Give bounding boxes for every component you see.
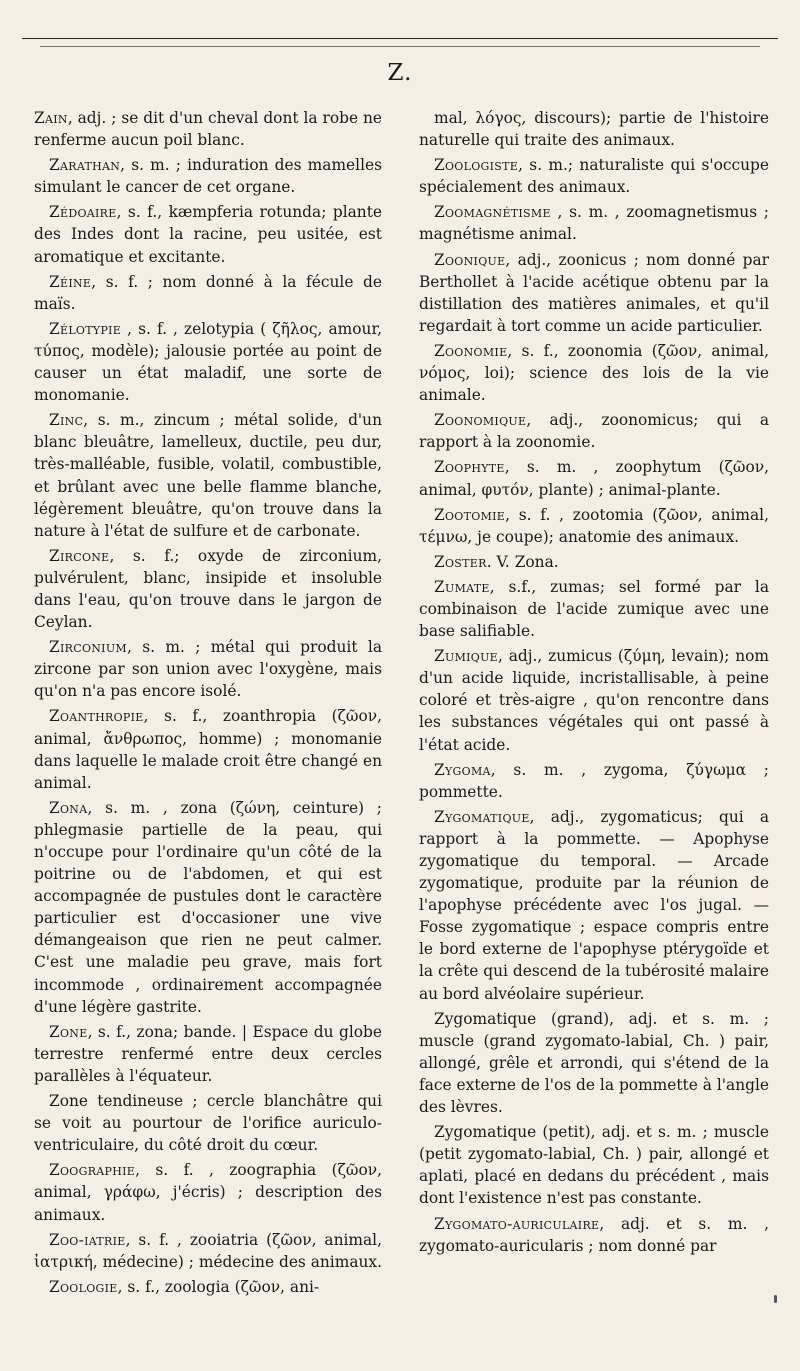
entry-headword: Zarathan (49, 156, 121, 175)
entry-headword: Zéine (49, 272, 92, 291)
entry-text: , s. m. , zona (ζώνη, ceinture) ; phlegmasie partielle de la peau, qui n'occupe pour l'ordinaire qu'un côté de la poitrine ou de l'abdomen, et qui est accompagnée de pustules dont le caractère particulier est d'occasioner une vive démangeaison que rien ne peut calmer. C'est une maladie peu grave, mais fort incommode , ordinairement accompagnée d'une légère gastrite. (34, 798, 382, 1016)
dictionary-entry (419, 504, 769, 548)
entry-headword: Zoonomie (434, 341, 508, 360)
entry-headword: Zumique (434, 647, 498, 666)
dictionary-entry (419, 1008, 769, 1118)
entry-text: , s. m. , zygoma, ζύγωμα ; pommette. (419, 760, 769, 801)
entry-headword: Zoonomique (434, 411, 527, 430)
entry-text: , s. f. , zelotypia ( ζῆλος, amour, τύπος, modèle); jalousie portée au point de causer un état maladif, une sorte de monomanie. (34, 319, 382, 405)
dictionary-entry (34, 797, 382, 1018)
dictionary-entry (34, 636, 382, 702)
entry-text: , s. f. ; nom donné à la fécule de maïs. (34, 272, 382, 313)
margin-mark (774, 1295, 777, 1303)
entry-text: , s. m. ; métal qui produit la zircone par son union avec l'oxygène, mais qu'on n'a pas encore isolé. (34, 638, 382, 701)
dictionary-entry (419, 154, 769, 198)
dictionary-entry (419, 340, 769, 406)
dictionary-entry (419, 759, 769, 803)
entry-text: , s. m. ; induration des mamelles simulant le cancer de cet organe. (34, 156, 382, 197)
dictionary-entry (419, 806, 769, 1005)
entry-headword: Zoster (434, 552, 487, 571)
entry-text: , s. f. , zoographia (ζῶον, animal, γράφω, j'écris) ; description des animaux. (34, 1161, 382, 1224)
entry-headword: Zinc (49, 411, 84, 430)
entry-text: , s. f., kæmpferia rotunda; plante des Indes dont la racine, peu usitée, est aromatique et excitante. (34, 203, 382, 266)
dictionary-entry (34, 201, 382, 267)
entry-text: , adj., zygomaticus; qui a rapport à la pommette. — Apophyse zygomatique du temporal. — Arcade zygomatique, produite par la réunion de l'apophyse précédente avec l'os jugal. — Fosse zygomatique ; espace compris entre le bord externe de l'apophyse ptérygoïde et la crête qui descend de la tubérosité malaire au bord alvéolaire supérieur. (419, 807, 769, 1003)
entry-text: , adj. ; se dit d'un cheval dont la robe ne renferme aucun poil blanc. (34, 109, 382, 150)
entry-text: , s. m. , zoomagnetismus ; magnétisme animal. (419, 203, 769, 244)
dictionary-entry (34, 545, 382, 633)
entry-headword: Zone (49, 1022, 88, 1041)
entry-text: , adj., zoonicus ; nom donné par Berthollet à l'acide acétique obtenu par la distillation des matières animales, et qu'il regardait à tort comme un acide particulier. (419, 250, 769, 335)
entry-text: Zygomatique (grand), adj. et s. m. ; muscle (grand zygomato-labial, Ch. ) pair, allongé, grêle et arrondi, qui s'étend de la face externe de l'os de la pommette à l'angle des lèvres. (419, 1009, 769, 1117)
dictionary-entry (34, 409, 382, 542)
entry-headword: Zoographie (49, 1161, 136, 1180)
right-column (419, 107, 769, 1260)
dictionary-entry (419, 201, 769, 245)
entry-headword: Zélotypie (49, 319, 122, 338)
dictionary-entry (34, 271, 382, 315)
entry-text: , adj., zoonomicus; qui a rapport à la zoonomie. (419, 411, 769, 452)
top-rule-thin (40, 46, 760, 47)
dictionary-entry (419, 1213, 769, 1257)
entry-text: . V. Zona. (486, 552, 559, 571)
dictionary-entry (34, 318, 382, 406)
entry-text: , s. f. , zooiatria (ζῶον, animal, ἰατρική, médecine) ; médecine des animaux. (34, 1230, 382, 1271)
entry-headword: Zona (49, 798, 88, 817)
entry-headword: Zain (34, 109, 68, 127)
entry-headword: Zootomie (434, 505, 506, 524)
entry-headword: Zoo-iatrie (49, 1230, 126, 1249)
dictionary-entry (419, 551, 769, 573)
entry-headword: Zygomatique (434, 807, 530, 826)
dictionary-entry (34, 107, 382, 151)
dictionary-entry (419, 456, 769, 500)
entry-text: , s. f., zoologia (ζῶον, ani- (117, 1277, 320, 1296)
left-column (34, 107, 382, 1301)
entry-text: , s. f.; oxyde de zirconium, pulvérulent, blanc, insipide et insoluble dans l'eau, qu'on trouve dans le jargon de Ceylan. (34, 546, 382, 632)
dictionary-entry (34, 705, 382, 793)
dictionary-entry (34, 154, 382, 198)
dictionary-entry (34, 1021, 382, 1087)
entry-headword: Zygoma (434, 760, 491, 779)
entry-text: Zygomatique (petit), adj. et s. m. ; muscle (petit zygomato-labial, Ch. ) pair, allongé et aplati, placé en dedans du précédent , mais dont l'existence n'est pas constante. (419, 1123, 769, 1208)
entry-text: Zone tendineuse ; cercle blanchâtre qui se voit au pourtour de l'orifice auriculo-ventriculaire, du côté droit du cœur. (34, 1092, 382, 1155)
entry-headword: Zoomagnétisme (434, 203, 551, 222)
dictionary-entry (419, 107, 769, 151)
entry-headword: Zygomato-auriculaire (434, 1214, 600, 1233)
entry-headword: Zoologie (49, 1277, 118, 1296)
entry-text: , s. f., zona; bande. | Espace du globe terrestre renfermé entre deux cercles parallèles à l'équateur. (34, 1022, 382, 1085)
dictionary-entry (419, 1121, 769, 1209)
entry-headword: Zirconium (49, 638, 127, 657)
entry-text: , s. f., zoonomia (ζῶον, animal, νόμος, loi); science des lois de la vie animale. (419, 341, 769, 405)
entry-headword: Zédoaire (49, 203, 117, 222)
dictionary-entry (34, 1090, 382, 1156)
entry-headword: Zoologiste (434, 156, 519, 175)
dictionary-entry (34, 1276, 382, 1298)
entry-text: , s. m. , zoophytum (ζῶον, animal, φυτόν, plante) ; animal-plante. (419, 458, 769, 499)
dictionary-entry (34, 1229, 382, 1273)
dictionary-entry (34, 1159, 382, 1225)
dictionary-entry (419, 645, 769, 755)
section-letter: Z. (387, 60, 413, 86)
dictionary-entry (419, 409, 769, 453)
top-rule (22, 38, 778, 39)
entry-text: , adj., zumicus (ζύμη, levain); nom d'un acide liquide, incristallisable, à peine coloré et très-aigre , qu'on rencontre dans les substances végétales qui ont passé à l'état acide. (419, 647, 769, 754)
entry-text: , s. m., zincum ; métal solide, d'un blanc bleuâtre, lamelleux, ductile, peu dur, très-malléable, fusible, volatil, combustible, et brûlant avec une belle flamme blanche, légèrement bleuâtre, qu'on trouve dans la nature à l'état de sulfure et de carbonate. (34, 411, 382, 540)
entry-headword: Zoophyte (434, 458, 505, 477)
dictionary-entry (419, 576, 769, 642)
entry-text: , adj. et s. m. , zygomato-auricularis ; nom donné par (419, 1214, 769, 1255)
entry-text: , s.f., zumas; sel formé par la combinaison de l'acide zumique avec une base salifiable. (419, 577, 769, 641)
dictionary-entry (419, 249, 769, 337)
entry-headword: Zumate (434, 577, 490, 596)
entry-text: mal, λόγος, discours); partie de l'histoire naturelle qui traite des animaux. (419, 109, 769, 150)
entry-headword: Zircone (49, 546, 110, 565)
entry-text: , s. f., zoanthropia (ζῶον, animal, ἄνθρωπος, homme) ; monomanie dans laquelle le malade croit être changé en animal. (34, 707, 382, 792)
entry-text: , s. m.; naturaliste qui s'occupe spécialement des animaux. (419, 156, 769, 197)
entry-headword: Zoanthropie (49, 707, 144, 726)
entry-headword: Zoonique (434, 250, 506, 269)
entry-text: , s. f. , zootomia (ζῶον, animal, τέμνω, je coupe); anatomie des animaux. (419, 505, 769, 546)
